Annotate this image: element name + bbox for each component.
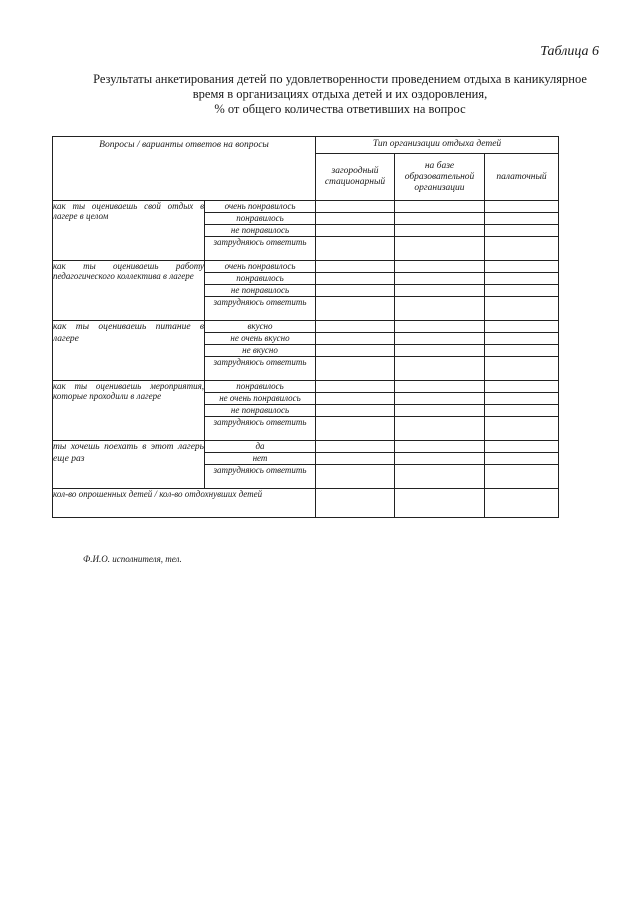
table-cell [395,225,485,237]
answer-option: очень понравилось [205,261,316,273]
header-col-school: на базе образовательной организации [395,154,485,201]
table-cell [316,273,395,285]
table-cell [485,261,559,273]
header-col-tent: палаточный [485,154,559,201]
title-line-1: Результаты анкетирования детей по удовлетворенности проведением отдыха в каникулярное [93,72,587,86]
table-cell [316,225,395,237]
table-cell [395,417,485,441]
header-questions: Вопросы / варианты ответов на вопросы [53,137,316,201]
answer-option: вкусно [205,321,316,333]
table-cell [395,357,485,381]
table-cell [395,237,485,261]
table-cell [395,273,485,285]
table-cell [395,489,485,518]
answer-option: не очень вкусно [205,333,316,345]
table-cell [316,285,395,297]
table-cell [485,237,559,261]
table-cell [485,453,559,465]
answer-option: понравилось [205,381,316,393]
table-cell [485,345,559,357]
answer-option: затрудняюсь ответить [205,465,316,489]
table-cell [316,333,395,345]
question-overall: как ты оцениваешь свой отдых в лагере в целом [53,201,205,261]
table-cell [395,213,485,225]
answer-option: затрудняюсь ответить [205,417,316,441]
table-cell [485,465,559,489]
table-cell [316,453,395,465]
table-cell [316,345,395,357]
table-cell [485,333,559,345]
answer-option: очень понравилось [205,201,316,213]
question-return: ты хочешь поехать в этот лагерь еще раз [53,441,205,489]
title-line-3: % от общего количества ответивших на вопрос [214,102,466,116]
table-cell [395,405,485,417]
table-cell [316,489,395,518]
table-cell [485,393,559,405]
title-line-2: время в организациях отдыха детей и их оздоровления, [192,87,488,101]
table-cell [485,321,559,333]
table-cell [485,201,559,213]
table-cell [395,441,485,453]
header-org-type: Тип организации отдыха детей [316,137,559,154]
document-title [60,72,620,117]
table-cell [395,285,485,297]
table-cell [316,261,395,273]
table-cell [485,273,559,285]
header-col-country: загородный стационарный [316,154,395,201]
table-cell [316,393,395,405]
answer-option: не вкусно [205,345,316,357]
answer-option: нет [205,453,316,465]
survey-results-table [52,136,559,518]
table-cell [316,465,395,489]
table-cell [395,297,485,321]
answer-option: не понравилось [205,285,316,297]
table-cell [316,381,395,393]
table-cell [395,465,485,489]
table-cell [316,441,395,453]
table-cell [485,417,559,441]
table-cell [485,297,559,321]
question-food: как ты оцениваешь питание в лагере [53,321,205,381]
table-cell [485,381,559,393]
answer-option: не очень понравилось [205,393,316,405]
answer-option: затрудняюсь ответить [205,237,316,261]
table-cell [316,321,395,333]
table-cell [395,393,485,405]
table-cell [395,453,485,465]
answer-option: да [205,441,316,453]
table-cell [316,417,395,441]
table-cell [485,285,559,297]
table-cell [316,405,395,417]
answer-option: затрудняюсь ответить [205,297,316,321]
footer-contact: Ф.И.О. исполнителя, тел. [83,554,182,564]
table-cell [395,333,485,345]
answer-option: не понравилось [205,225,316,237]
question-events: как ты оцениваешь мероприятия, которые проходили в лагере [53,381,205,441]
table-cell [485,489,559,518]
table-cell [316,213,395,225]
table-cell [485,225,559,237]
table-cell [485,405,559,417]
answer-option: затрудняюсь ответить [205,357,316,381]
table-cell [316,297,395,321]
table-cell [395,345,485,357]
total-row-label: кол-во опрошенных детей / кол-во отдохнувших детей [53,489,316,518]
table-number-label: Таблица 6 [540,44,599,59]
table-cell [395,321,485,333]
table-cell [316,357,395,381]
table-cell [395,201,485,213]
table-cell [485,357,559,381]
table-cell [316,201,395,213]
table-cell [395,261,485,273]
table-cell [316,237,395,261]
answer-option: не понравилось [205,405,316,417]
answer-option: понравилось [205,213,316,225]
question-staff: как ты оцениваешь работу педагогического коллектива в лагере [53,261,205,321]
table-cell [485,441,559,453]
answer-option: понравилось [205,273,316,285]
table-cell [485,213,559,225]
table-cell [395,381,485,393]
